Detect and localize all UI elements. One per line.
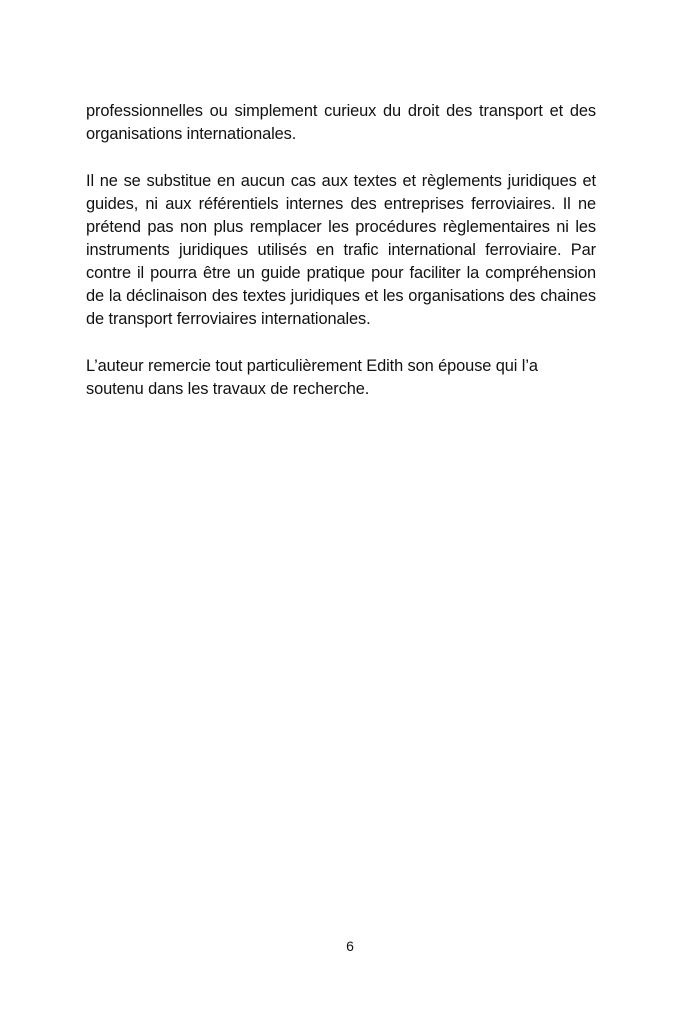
paragraph-intro-continuation: professionnelles ou simplement curieux du droit des transport et des organisations internationales. [86,102,596,143]
paragraph-acknowledgement: L’auteur remercie tout particulièrement Edith son épouse qui l’a soutenu dans les travaux de recherche. [86,357,538,398]
page-number: 6 [346,938,354,954]
body-text [86,100,596,401]
paragraph-disclaimer: Il ne se substitue en aucun cas aux textes et règlements juridiques et guides, ni aux référentiels internes des entreprises ferroviaires. Il ne prétend pas non plus remplacer les procédures règlementaires ni les instruments juridiques utilisés en trafic international ferroviaire. Par contre il pourra être un guide pratique pour faciliter la compréhension de la déclinaison des textes juridiques et les organisations des chaines de transport ferroviaires internationales. [86,172,596,328]
